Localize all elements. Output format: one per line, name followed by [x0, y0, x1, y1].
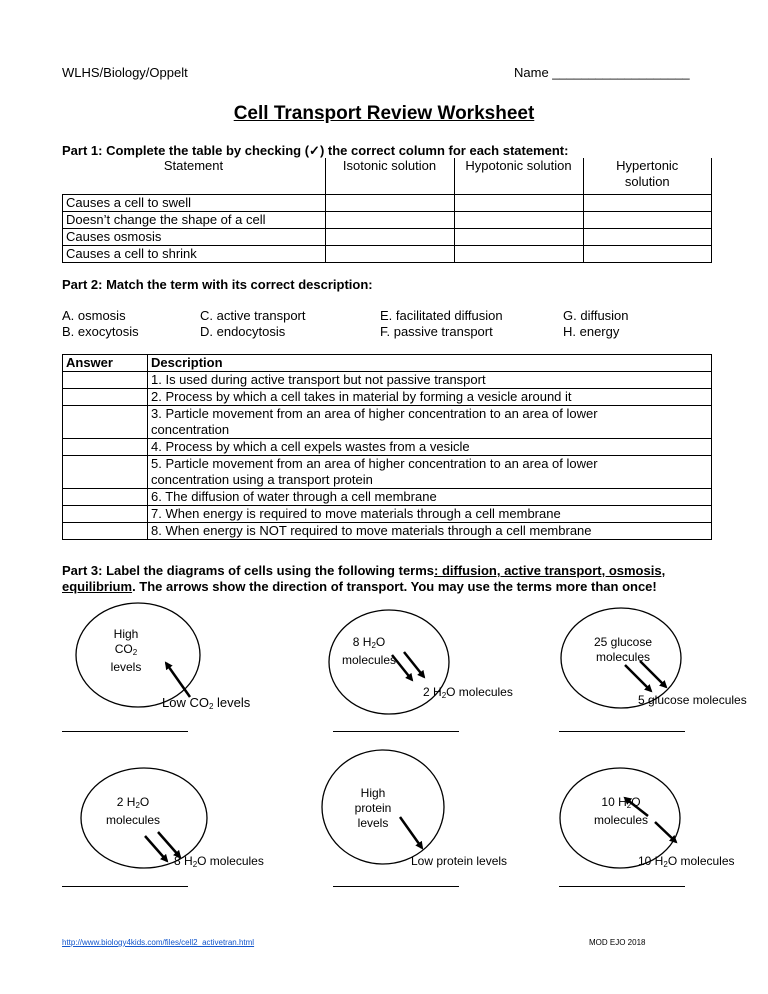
statement-cell: Doesn’t change the shape of a cell — [63, 211, 326, 228]
diagram2-answer-blank[interactable] — [333, 731, 459, 732]
term-f: F. passive transport — [380, 324, 493, 339]
transport-arrow — [655, 822, 676, 842]
part2-heading: Part 2: Match the term with its correct description: — [62, 277, 373, 292]
source-link[interactable]: http://www.biology4kids.com/files/cell2_activetran.html — [62, 938, 255, 947]
diagram2-inside-label: 8 $H_2O$ molecules — [341, 635, 397, 667]
name-field-label: Name ___________________ — [514, 65, 690, 80]
description-cell: 6. The diffusion of water through a cell membrane — [148, 489, 712, 506]
term-g: G. diffusion — [563, 308, 629, 323]
col-statement: Statement — [63, 158, 326, 194]
term-e: E. facilitated diffusion — [380, 308, 503, 323]
col-isotonic: Isotonic solution — [325, 158, 454, 194]
diagram6-inside-label: 10 $H_2O$ molecules — [593, 795, 649, 827]
col-description: Description — [148, 355, 712, 372]
part3-heading-end: . The arrows show the direction of transport. You may use the terms more than once! — [132, 579, 657, 594]
diagram2-outside-label: 2 $H_2O$ molecules — [423, 685, 513, 700]
term-a: A. osmosis — [62, 308, 126, 323]
part3-heading-start: Part 3: Label the diagrams of cells using the following terms — [62, 563, 435, 578]
diagram1-inside-label: High $CO_2$ levels — [110, 627, 142, 674]
description-cell: 4. Process by which a cell expels wastes from a vesicle — [148, 439, 712, 456]
footer-credit: MOD EJO 2018 — [589, 938, 646, 947]
description-cell: 2. Process by which a cell takes in material by forming a vesicle around it — [148, 389, 712, 406]
description-cell: 5. Particle movement from an area of higher concentration to an area of lower concentration using a transport protein — [148, 456, 712, 489]
diagram3-answer-blank[interactable] — [559, 731, 685, 732]
transport-arrow — [166, 663, 190, 697]
diagram6-outside-label: 10 $H_2O$ molecules — [638, 854, 735, 869]
term-d: D. endocytosis — [200, 324, 286, 339]
diagram4-answer-blank[interactable] — [62, 886, 188, 887]
statement-cell: Causes a cell to swell — [63, 194, 326, 211]
term-b: B. exocytosis — [62, 324, 139, 339]
diagram5-inside-label: High protein levels — [354, 786, 392, 830]
term-c: C. active transport — [200, 308, 306, 323]
diagram1-outside-label: Low $CO_2$ levels — [162, 695, 251, 711]
description-cell: 3. Particle movement from an area of higher concentration to an area of lower concentration — [148, 406, 712, 439]
diagram3-inside-label: 25 glucose molecules — [593, 635, 653, 664]
diagram5-answer-blank[interactable] — [333, 886, 459, 887]
diagram6-answer-blank[interactable] — [559, 886, 685, 887]
diagram4-outside-label: 8 $H_2O$ molecules — [174, 854, 264, 869]
part3-heading-terms: : diffusion, active transport, osmosis, equilibrium — [62, 563, 666, 594]
description-cell: 7. When energy is required to move materials through a cell membrane — [148, 506, 712, 523]
diagram1-answer-blank[interactable] — [62, 731, 188, 732]
part1-heading: Part 1: Complete the table by checking (✓) the correct column for each statement: — [62, 143, 569, 158]
col-hypertonic: Hypertonic solution — [583, 158, 712, 194]
statement-cell: Causes osmosis — [63, 228, 326, 245]
course-label: WLHS/Biology/Oppelt — [62, 65, 188, 80]
description-cell: 1. Is used during active transport but not passive transport — [148, 372, 712, 389]
diagram3-outside-label: 5 glucose molecules — [638, 693, 747, 707]
worksheet-title: Cell Transport Review Worksheet — [233, 103, 535, 124]
diagram4-inside-label: 2 $H_2O$ molecules — [105, 795, 161, 827]
transport-arrow — [400, 817, 422, 848]
term-h: H. energy — [563, 324, 620, 339]
statement-cell: Causes a cell to shrink — [63, 245, 326, 262]
col-hypotonic: Hypotonic solution — [454, 158, 583, 194]
description-cell: 8. When energy is NOT required to move materials through a cell membrane — [148, 523, 712, 540]
col-answer: Answer — [63, 355, 148, 372]
diagram5-outside-label: Low protein levels — [411, 854, 508, 868]
